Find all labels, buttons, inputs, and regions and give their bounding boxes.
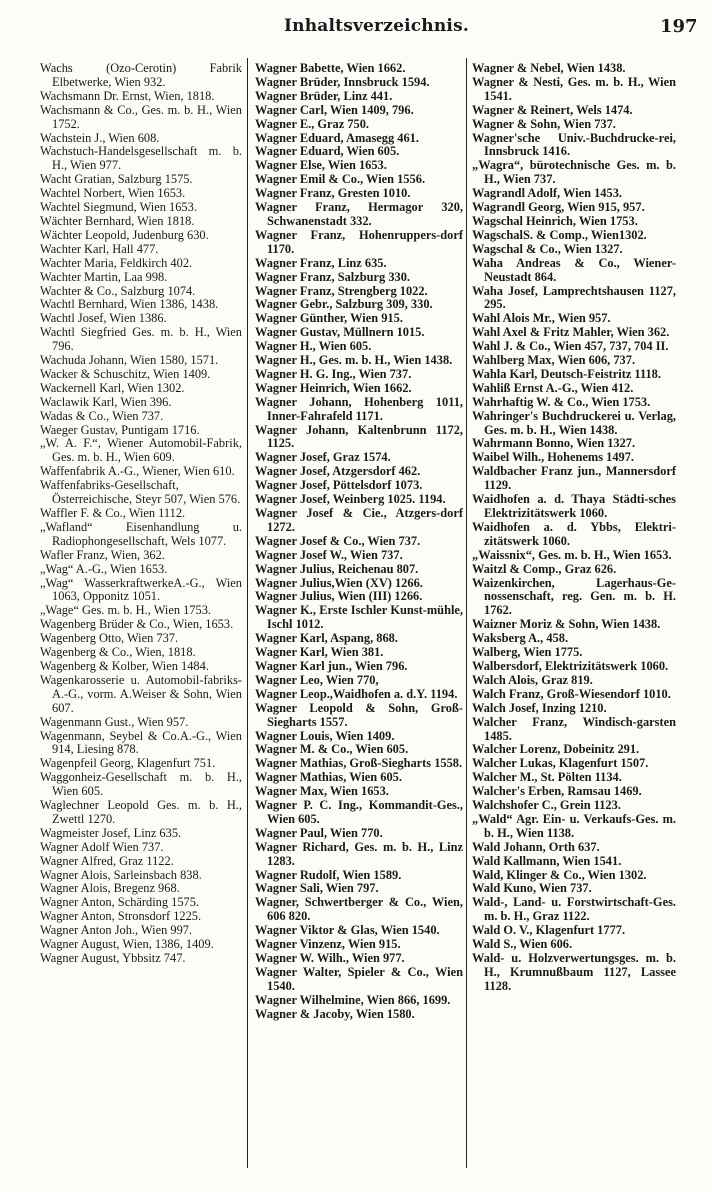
index-entry: Wachsmann Dr. Ernst, Wien, 1818. — [40, 88, 215, 103]
index-entry: Wagner Josef W., Wien 737. — [255, 547, 403, 562]
index-entry: Wald Kallmann, Wien 1541. — [472, 853, 622, 868]
index-entry: Wagner'sche Univ.-Buchdrucke-rei, Innsbruck 1416. — [472, 130, 676, 159]
index-entry: Wald- u. Holzverwertungsges. m. b. H., Krumnußbaum 1127, Lassee 1128. — [472, 951, 676, 993]
index-entry: Wahrhaftig W. & Co., Wien 1753. — [472, 394, 651, 409]
index-entry: Wagschal Heinrich, Wien 1753. — [472, 213, 638, 228]
index-entry: Wagner & Reinert, Wels 1474. — [472, 102, 633, 117]
index-entry: WagschalS. & Comp., Wien1302. — [472, 227, 647, 242]
index-entry: Wagenberg & Kolber, Wien 1484. — [40, 658, 209, 673]
index-entry: Wagrandl Adolf, Wien 1453. — [472, 186, 622, 201]
index-entry: Waidhofen a. d. Thaya Städti-sches Elektrizitätswerk 1060. — [472, 492, 676, 520]
index-entry: Wachsmann & Co., Ges. m. b. H., Wien 1752. — [40, 102, 242, 131]
index-entry: Wagner Josef, Graz 1574. — [255, 450, 391, 465]
index-entry: Waha Andreas & Co., Wiener-Neustadt 864. — [472, 255, 676, 284]
index-entry: Wagner E., Graz 750. — [255, 116, 370, 131]
index-column-3 — [472, 62, 676, 994]
index-entry: Wachter Maria, Feldkirch 402. — [40, 255, 193, 270]
index-entry: Wagner Leop.,Waidhofen a. d.Y. 1194. — [255, 686, 458, 701]
page-number: 197 — [660, 16, 698, 37]
index-entry: Walch Alois, Graz 819. — [472, 672, 593, 687]
index-entry: Wagner Anton, Stronsdorf 1225. — [40, 909, 202, 924]
index-entry: Wagner K., Erste Ischler Kunst-mühle, Ischl 1012. — [255, 603, 463, 632]
index-entry: Wagner Julius, Wien (III) 1266. — [255, 589, 423, 604]
index-entry: Wagner Else, Wien 1653. — [255, 158, 387, 173]
index-entry: Wagner August, Ybbsitz 747. — [40, 951, 186, 965]
index-entry: Wachter Karl, Hall 477. — [40, 241, 159, 256]
index-entry: Wagner Josef & Cie., Atzgers-dorf 1272. — [255, 506, 463, 534]
index-entry: Wächter Bernhard, Wien 1818. — [40, 213, 195, 228]
index-entry: Wagenberg Otto, Wien 737. — [40, 631, 179, 646]
index-entry: Wagner Mathias, Groß-Siegharts 1558. — [255, 756, 463, 771]
index-entry: Wagner Franz, Linz 635. — [255, 255, 387, 270]
index-entry: Waizenkirchen, Lagerhaus-Ge-nossenschaft, reg. Gen. m. b. H. 1762. — [472, 575, 676, 618]
index-entry: Wagner H., Wien 605. — [255, 339, 372, 354]
index-entry: Wagner H. G. Ing., Wien 737. — [255, 366, 412, 381]
index-entry: Walch Josef, Inzing 1210. — [472, 700, 607, 715]
index-entry: Wachstein J., Wien 608. — [40, 130, 160, 145]
index-entry: Waggonheiz-Gesellschaft m. b. H., Wien 605. — [40, 770, 242, 799]
index-entry: Wagner & Nesti, Ges. m. b. H., Wien 1541. — [472, 74, 676, 103]
index-entry: „Wafland“ Eisenhandlung u. Radiophongesellschaft, Wels 1077. — [40, 519, 242, 548]
index-entry: Wagner Rudolf, Wien 1589. — [255, 867, 402, 882]
index-entry: Wagner H., Ges. m. b. H., Wien 1438. — [255, 353, 453, 368]
index-entry: Wadas & Co., Wien 737. — [40, 408, 164, 423]
index-entry: Wagner Mathias, Wien 605. — [255, 770, 402, 785]
index-entry: „Wag“ A.-G., Wien 1653. — [40, 561, 168, 576]
index-entry: Wagenpfeil Georg, Klagenfurt 751. — [40, 756, 216, 771]
index-entry: Wagner Josef, Pöttelsdorf 1073. — [255, 478, 423, 493]
index-entry: Wagenmann, Seybel & Co.A.-G., Wien 914, Liesing 878. — [40, 728, 242, 757]
index-entry: Wachtl Siegfried Ges. m. b. H., Wien 796. — [40, 325, 242, 354]
index-entry: Wagner Richard, Ges. m. b. H., Linz 1283. — [255, 839, 463, 868]
index-entry: Wagner Gebr., Salzburg 309, 330. — [255, 297, 433, 312]
index-entry: Waffenfabrik A.-G., Wiener, Wien 610. — [40, 464, 235, 479]
index-entry: Wagner & Sohn, Wien 737. — [472, 116, 616, 131]
index-entry: Waffenfabriks-Gesellschaft, Österreichische, Steyr 507, Wien 576. — [40, 478, 241, 507]
index-entry: Wagner August, Wien, 1386, 1409. — [40, 937, 214, 952]
index-entry: Wald Johann, Orth 637. — [472, 839, 600, 854]
index-entry: Walcher M., St. Pölten 1134. — [472, 770, 622, 785]
index-entry: Wagner Anton Joh., Wien 997. — [40, 923, 193, 938]
index-entry: Wagner Louis, Wien 1409. — [255, 728, 395, 743]
index-entry: „Wage“ Ges. m. b. H., Wien 1753. — [40, 603, 212, 618]
index-entry: Waha Josef, Lamprechtshausen 1127, 295. — [472, 283, 676, 312]
index-entry: Wagner Carl, Wien 1409, 796. — [255, 102, 414, 117]
index-entry: Walcher Franz, Windisch-garsten 1485. — [472, 714, 676, 743]
index-entry: Wagenberg & Co., Wien, 1818. — [40, 645, 196, 660]
index-entry: Wagrandl Georg, Wien 915, 957. — [472, 200, 645, 215]
index-entry: Wagschal & Co., Wien 1327. — [472, 241, 623, 256]
index-entry: Wagner Heinrich, Wien 1662. — [255, 380, 412, 395]
page-title: Inhaltsverzeichnis. — [284, 16, 469, 36]
index-entry: Wachs (Ozo-Cerotin) Fabrik Elbetwerke, Wien 932. — [40, 61, 242, 89]
index-entry: Wagner & Nebel, Wien 1438. — [472, 61, 626, 75]
index-entry: Wagner Sali, Wien 797. — [255, 881, 379, 896]
index-entry: Wald O. V., Klagenfurt 1777. — [472, 923, 626, 938]
index-entry: Wagenmann Gust., Wien 957. — [40, 714, 189, 729]
index-entry: Wagner W. Wilh., Wien 977. — [255, 951, 405, 965]
index-entry: Wackernell Karl, Wien 1302. — [40, 380, 185, 395]
index-entry: Wachtl Bernhard, Wien 1386, 1438. — [40, 297, 219, 312]
index-entry: Waglechner Leopold Ges. m. b. H., Zwettl 1270. — [40, 798, 242, 826]
index-entry: Wachter Martin, Laa 998. — [40, 269, 168, 284]
index-entry: „Wald“ Agr. Ein- u. Verkaufs-Ges. m. b. H., Wien 1138. — [472, 811, 676, 840]
index-entry: Wahlberg Max, Wien 606, 737. — [472, 353, 636, 368]
index-entry: Wagner Alfred, Graz 1122. — [40, 853, 174, 868]
index-entry: Wahrmann Bonno, Wien 1327. — [472, 436, 636, 451]
page-header — [0, 16, 712, 42]
index-entry: Wagner, Schwertberger & Co., Wien, 606 820. — [255, 895, 463, 924]
index-entry: Wagner Josef & Co., Wien 737. — [255, 533, 421, 548]
index-entry: Wagner Brüder, Linz 441. — [255, 88, 393, 103]
index-entry: Wagner Vinzenz, Wien 915. — [255, 937, 401, 952]
index-entry: Waffler F. & Co., Wien 1112. — [40, 506, 186, 520]
index-entry: Wagner M. & Co., Wien 605. — [255, 742, 409, 757]
index-entry: Wachtel Siegmund, Wien 1653. — [40, 200, 197, 215]
index-entry: Wagenberg Brüder & Co., Wien, 1653. — [40, 617, 234, 632]
index-entry: „Wagra“, bürotechnische Ges. m. b. H., Wien 737. — [472, 158, 676, 187]
index-entry: Wagner Leo, Wien 770, — [255, 672, 379, 687]
index-entry: Wagner Johann, Hohenberg 1011, Inner-Fahrafeld 1171. — [255, 394, 463, 423]
column-divider-1 — [247, 58, 248, 1168]
index-entry: Waidhofen a. d. Ybbs, Elektri-zitätswerk 1060. — [472, 519, 676, 548]
index-entry: Wagner Eduard, Wien 605. — [255, 144, 400, 159]
index-entry: Wagner Julius,Wien (XV) 1266. — [255, 575, 423, 590]
index-entry: Wald-, Land- u. Forstwirtschaft-Ges. m. b. H., Graz 1122. — [472, 895, 676, 924]
index-entry: Wagner Karl jun., Wien 796. — [255, 658, 408, 673]
index-entry: Waitzl & Comp., Graz 626. — [472, 561, 617, 576]
index-entry: Wagner Franz, Salzburg 330. — [255, 269, 410, 284]
index-entry: Walcher Lukas, Klagenfurt 1507. — [472, 756, 649, 771]
index-entry: Wagner Günther, Wien 915. — [255, 311, 403, 326]
index-entry: Wahliß Ernst A.-G., Wien 412. — [472, 380, 634, 395]
index-entry: Wafler Franz, Wien, 362. — [40, 547, 165, 562]
index-entry: Wagner Karl, Aspang, 868. — [255, 631, 398, 646]
index-column-2 — [255, 62, 463, 1022]
index-entry: Wagner Paul, Wien 770. — [255, 825, 383, 840]
index-entry: Wachstuch-Handelsgesellschaft m. b. H., Wien 977. — [40, 144, 242, 173]
index-entry: Wagner Wilhelmine, Wien 866, 1699. — [255, 992, 451, 1007]
index-entry: Wagner Franz, Gresten 1010. — [255, 186, 411, 201]
index-entry: Waksberg A., 458. — [472, 631, 569, 646]
index-entry: Wagner Alois, Sarleinsbach 838. — [40, 867, 202, 882]
index-entry: Wagner Max, Wien 1653. — [255, 784, 389, 799]
index-entry: Wagner Emil & Co., Wien 1556. — [255, 172, 426, 187]
index-entry: Wagner Franz, Hermagor 320, Schwanenstadt 332. — [255, 200, 463, 228]
index-entry: Wahl Alois Mr., Wien 957. — [472, 311, 611, 326]
index-entry: Wagner Walter, Spieler & Co., Wien 1540. — [255, 964, 463, 993]
index-entry: Wagner Babette, Wien 1662. — [255, 61, 406, 75]
index-entry: Walcher Lorenz, Dobeinitz 291. — [472, 742, 640, 757]
index-entry: „Waissnix“, Ges. m. b. H., Wien 1653. — [472, 547, 672, 562]
index-entry: Wahla Karl, Deutsch-Feistritz 1118. — [472, 366, 661, 381]
index-entry: Wagner Leopold & Sohn, Groß-Siegharts 1557. — [255, 700, 463, 729]
index-entry: Walcher's Erben, Ramsau 1469. — [472, 784, 642, 799]
index-entry: Wagner Franz, Hohenruppers-dorf 1170. — [255, 227, 463, 256]
index-entry: Waclawik Karl, Wien 396. — [40, 394, 172, 409]
index-entry: Wächter Leopold, Judenburg 630. — [40, 227, 209, 242]
index-entry: Wagenkarosserie u. Automobil-fabriks-A.-G., vorm. A.Weiser & Sohn, Wien 607. — [40, 672, 242, 715]
index-entry: Wagner & Jacoby, Wien 1580. — [255, 1006, 415, 1021]
index-entry: Wagner Franz, Strengberg 1022. — [255, 283, 428, 298]
index-entry: Wagner Julius, Reichenau 807. — [255, 561, 419, 576]
index-entry: Wacker & Schuschitz, Wien 1409. — [40, 366, 211, 381]
index-entry: Wald S., Wien 606. — [472, 937, 573, 952]
index-entry: Wachuda Johann, Wien 1580, 1571. — [40, 353, 219, 368]
index-entry: Walchshofer C., Grein 1123. — [472, 798, 621, 813]
index-entry: Waeger Gustav, Puntigam 1716. — [40, 422, 200, 437]
index-entry: Wachter & Co., Salzburg 1074. — [40, 283, 196, 298]
index-entry: „Wag“ WasserkraftwerkeA.-G., Wien 1063, Opponitz 1051. — [40, 575, 242, 604]
index-entry: Wacht Gratian, Salzburg 1575. — [40, 172, 193, 187]
index-entry: Wagmeister Josef, Linz 635. — [40, 825, 182, 840]
index-entry: Wahringer's Buchdruckerei u. Verlag, Ges. m. b. H., Wien 1438. — [472, 408, 676, 437]
index-entry: Walch Franz, Groß-Wiesendorf 1010. — [472, 686, 671, 701]
index-entry: Wagner Gustav, Müllnern 1015. — [255, 325, 425, 340]
index-entry: Wagner Josef, Atzgersdorf 462. — [255, 464, 421, 479]
index-entry: Walberg, Wien 1775. — [472, 645, 583, 660]
index-entry: Waldbacher Franz jun., Mannersdorf 1129. — [472, 464, 676, 493]
index-entry: Walbersdorf, Elektrizitätswerk 1060. — [472, 658, 669, 673]
index-entry: Waibel Wilh., Hohenems 1497. — [472, 450, 635, 465]
index-entry: Wagner Adolf Wien 737. — [40, 839, 164, 854]
column-divider-2 — [466, 58, 467, 1168]
index-entry: Wald, Klinger & Co., Wien 1302. — [472, 867, 647, 882]
index-entry: Wachtl Josef, Wien 1386. — [40, 311, 167, 326]
index-entry: Wald Kuno, Wien 737. — [472, 881, 592, 896]
index-entry: Wahl J. & Co., Wien 457, 737, 704 II. — [472, 339, 669, 354]
index-entry: „W. A. F.“, Wiener Automobil-Fabrik, Ges. m. b. H., Wien 609. — [40, 436, 242, 465]
index-entry: Wagner Viktor & Glas, Wien 1540. — [255, 923, 440, 938]
index-entry: Wagner P. C. Ing., Kommandit-Ges., Wien 605. — [255, 798, 463, 826]
index-entry: Wahl Axel & Fritz Mahler, Wien 362. — [472, 325, 670, 340]
index-entry: Wagner Alois, Bregenz 968. — [40, 881, 180, 896]
index-entry: Wagner Josef, Weinberg 1025. 1194. — [255, 492, 446, 507]
index-column-1 — [40, 62, 242, 966]
index-entry: Wachtel Norbert, Wien 1653. — [40, 186, 186, 201]
index-entry: Wagner Eduard, Amasegg 461. — [255, 130, 419, 145]
index-entry: Waizner Moriz & Sohn, Wien 1438. — [472, 617, 661, 632]
index-entry: Wagner Johann, Kaltenbrunn 1172, 1125. — [255, 422, 463, 451]
index-entry: Wagner Karl, Wien 381. — [255, 645, 384, 660]
index-entry: Wagner Anton, Schärding 1575. — [40, 895, 200, 910]
index-entry: Wagner Brüder, Innsbruck 1594. — [255, 74, 430, 89]
